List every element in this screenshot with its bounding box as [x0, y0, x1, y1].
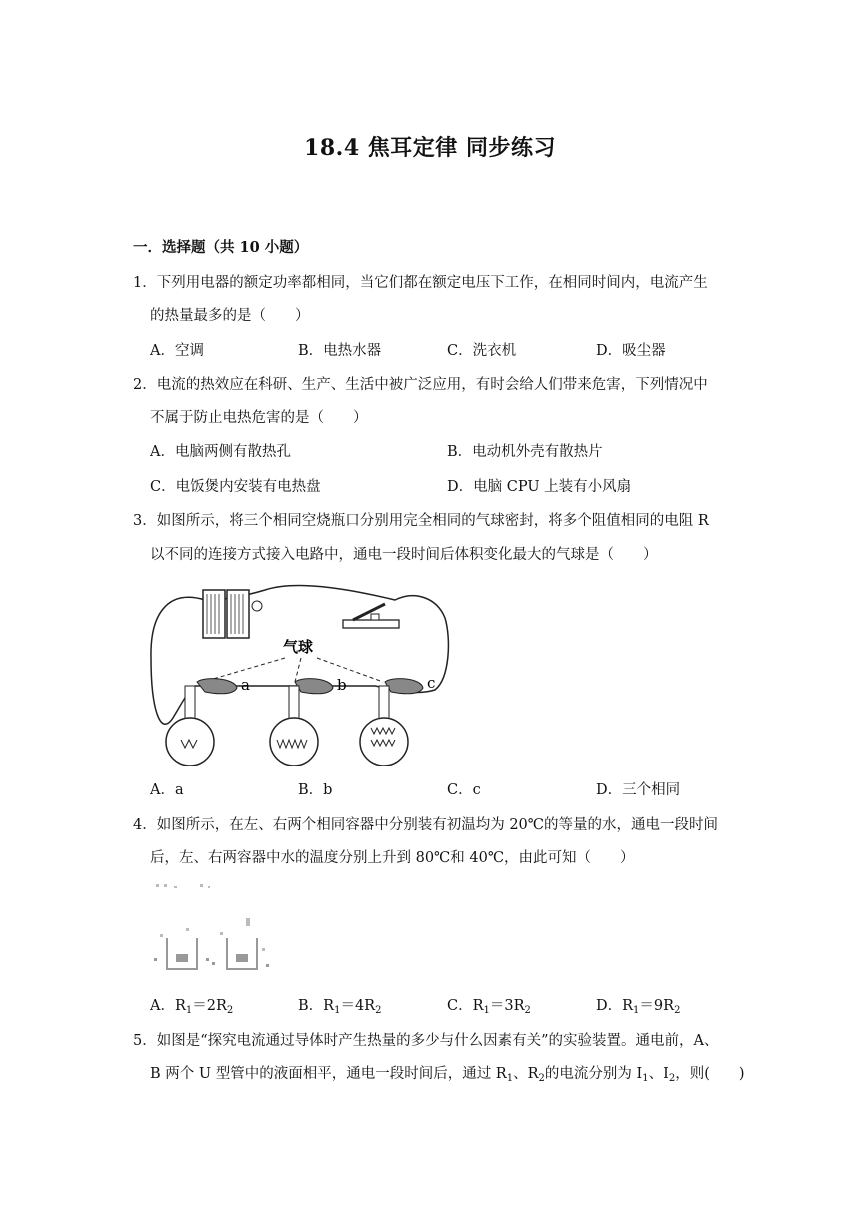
q4-stem-line2: 后，左、右两容器中水的温度分别上升到 80℃和 40℃，由此可知（ ） — [150, 850, 635, 866]
flask-c — [360, 686, 408, 766]
q2-stem-line1: 2．电流的热效应在科研、生产、生活中被广泛应用，有时会给人们带来危害，下列情况中 — [133, 377, 708, 393]
q2-option-d: D．电脑 CPU 上装有小风扇 — [447, 479, 632, 495]
q3-option-a: A．a — [150, 782, 184, 798]
label-a: a — [241, 676, 250, 694]
q4-option-b: B．$R_1=4R_2$ — [298, 998, 382, 1016]
q2-option-a: A．电脑两侧有散热孔 — [150, 444, 291, 460]
q3-option-d: D．三个相同 — [596, 782, 681, 798]
page-title: 18.4 焦耳定律 同步练习 — [304, 135, 556, 161]
label-c: c — [427, 674, 436, 692]
section-heading: 一．选择题（共 10 小题） — [133, 239, 309, 256]
q5-stem-line2: B 两个 U 型管中的液面相平，通电一段时间后，通过 $R_1$、$R_2$的电流分别为 $I_1$、$I_2$，则( ) — [150, 1066, 745, 1084]
two-containers-figure — [150, 878, 280, 978]
q1-option-d: D．吸尘器 — [596, 343, 666, 359]
label-b: b — [337, 676, 347, 694]
q4-option-d: D．$R_1=9R_2$ — [596, 998, 681, 1016]
balloon-c — [385, 679, 423, 694]
balloon-b — [295, 679, 333, 694]
balloon-a — [197, 679, 237, 694]
switch-icon — [343, 604, 399, 628]
q3-option-b: B．b — [298, 782, 333, 798]
q1-option-a: A．空调 — [150, 343, 204, 359]
balloon-label: 气球 — [283, 638, 314, 656]
q1-option-b: B．电热水器 — [298, 343, 382, 359]
q5-stem-line1: 5．如图是“探究电流通过导体时产生热量的多少与什么因素有关”的实验装置。通电前，A、 — [133, 1033, 719, 1049]
q4-option-a: A．$R_1=2R_2$ — [150, 998, 234, 1016]
q2-stem-line2: 不属于防止电热危害的是（ ） — [150, 410, 368, 426]
q1-option-c: C．洗衣机 — [447, 343, 517, 359]
q3-stem-line1: 3．如图所示，将三个相同空烧瓶口分别用完全相同的气球密封，将多个阻值相同的电阻 R — [133, 513, 709, 529]
q3-option-c: C．c — [447, 782, 481, 798]
q1-stem-line2: 的热量最多的是（ ） — [150, 308, 310, 324]
flask-b — [270, 686, 318, 766]
q2-option-b: B．电动机外壳有散热片 — [447, 444, 603, 460]
q3-stem-line2: 以不同的连接方式接入电路中，通电一段时间后体积变化最大的气球是（ ） — [150, 547, 658, 563]
circuit-balloon-figure — [145, 578, 463, 766]
battery-icon — [203, 590, 262, 638]
flask-a — [166, 686, 214, 766]
q2-option-c: C．电饭煲内安装有电热盘 — [150, 479, 321, 495]
q4-stem-line1: 4．如图所示，在左、右两个相同容器中分别装有初温均为 20℃的等量的水，通电一段时间 — [133, 817, 719, 833]
q1-stem-line1: 1．下列用电器的额定功率都相同，当它们都在额定电压下工作，在相同时间内，电流产生 — [133, 275, 708, 291]
q4-option-c: C．$R_1=3R_2$ — [447, 998, 531, 1016]
